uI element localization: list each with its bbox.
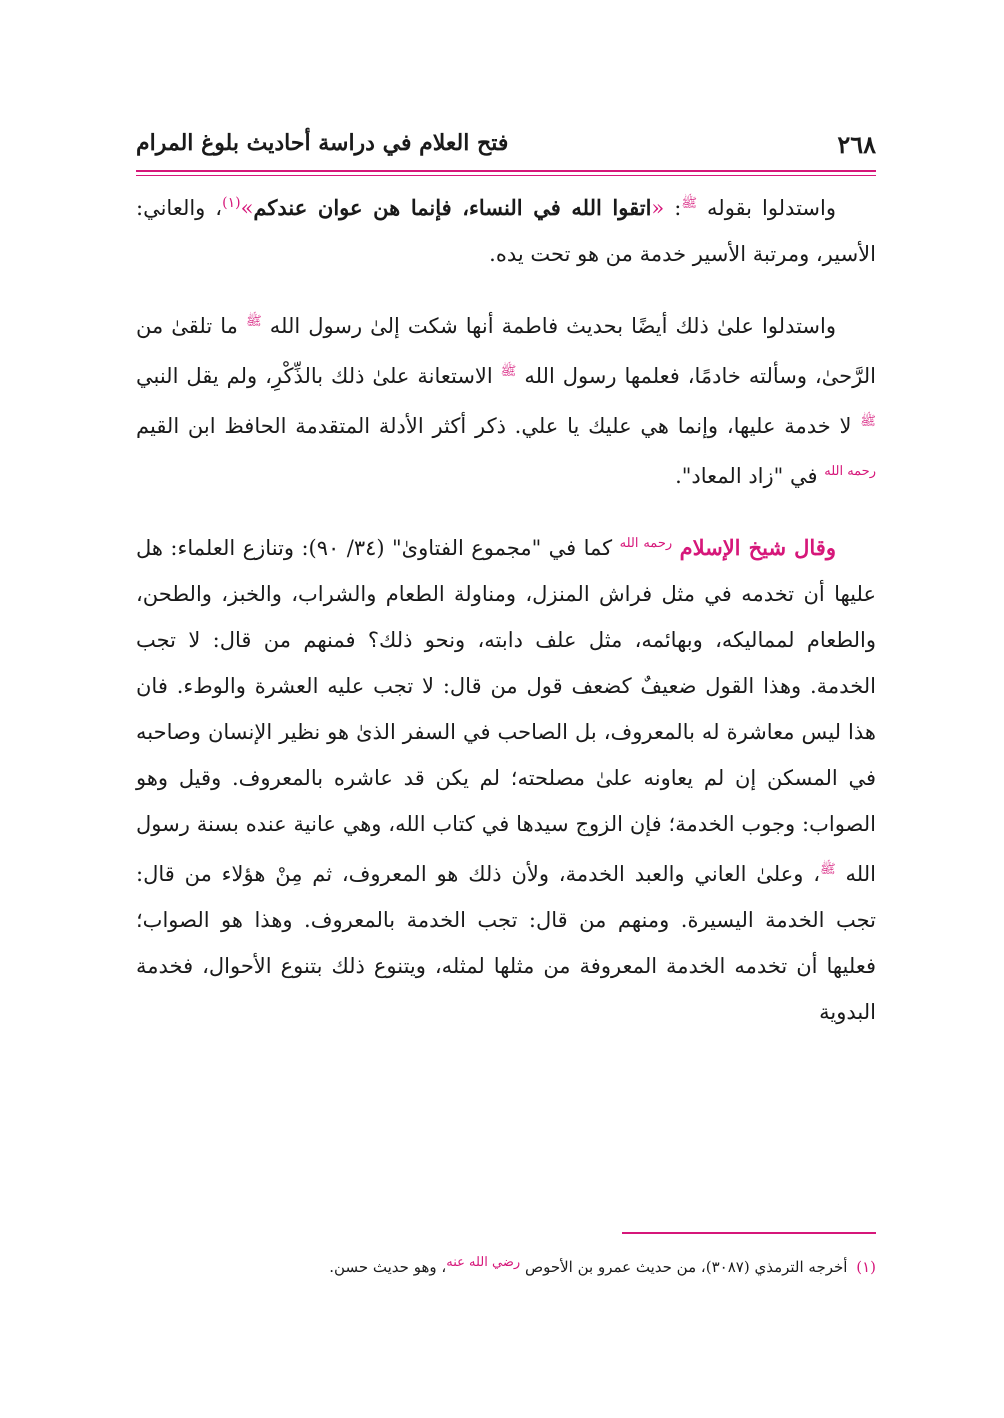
paragraph-3: [136, 521, 876, 1035]
salutation-mark: ﷺ: [245, 314, 262, 329]
p2-part2: ما تلقىٰ من الرَّحىٰ، وسألته خادمًا، فعلمها رسول الله: [136, 314, 876, 388]
p3-part1: كما في "مجموع الفتاوىٰ" (٣٤/ ٩٠): وتنازع العلماء: هل عليها أن تخدمه في مثل فراش المنزل، ومناولة الطعام والشراب، والخبز، والطحن، والطعام لمماليكه، وبهائمه، مثل علف دابته، ونحو ذلك؟ فمنهم من قال: لا تجب الخدمة. وهذا القول ضعيفٌ كضعف قول من قال: لا تجب عليه العشرة والوطء. فان هذا ليس معاشرة له بالمعروف، بل الصاحب في السفر الذىٰ هو نظير الإنسان وصاحبه في المسكن إن لم يعاونه علىٰ مصلحته؛ لم يكن قد عاشره بالمعروف. وقيل وهو الصواب: وجوب الخدمة؛ فإن الزوج سيدها في كتاب الله، وهي عانية عنده بسنة رسول الله: [136, 536, 876, 886]
main-text: [136, 180, 876, 1035]
book-title: فتح العلام في دراسة أحاديث بلوغ المرام: [136, 130, 509, 156]
pleasure-mark: رضي الله عنه: [446, 1255, 521, 1270]
salutation-mark: ﷺ: [820, 862, 836, 877]
hadith-quote: اتقوا الله في النساء، فإنما هن عوان عندكم: [253, 195, 652, 220]
mercy-mark: رحمه الله: [824, 464, 876, 479]
quote-open: «: [651, 196, 665, 220]
header-rule-thin: [136, 175, 876, 176]
mercy-mark: رحمه الله: [619, 536, 673, 551]
page-header: [136, 128, 876, 164]
p2-part1: واستدلوا علىٰ ذلك أيضًا بحديث فاطمة أنها شكت إلىٰ رسول الله: [269, 314, 836, 338]
salutation-mark: ﷺ: [500, 364, 517, 379]
p2-part5: في "زاد المعاد".: [675, 464, 818, 488]
p3-lead: وقال شيخ الإسلام: [679, 535, 836, 560]
header-rule-thick: [136, 170, 876, 172]
footnote-text-end: ، وهو حديث حسن.: [329, 1258, 447, 1276]
p3-part2: ، وعلىٰ العاني والعبد الخدمة، ولأن ذلك هو المعروف، ثم مِنْ هؤلاء من قال: تجب الخدمة اليسيرة. ومنهم من قال: تجب الخدمة بالمعروف. وهذا هو الصواب؛ فعليها أن تخدمه الخدمة المعروفة من مثلها لمثله، ويتنوع ذلك بتنوع الأحوال، فخدمة البدوية: [136, 862, 876, 1024]
footnote-reference[interactable]: (١): [222, 195, 241, 211]
salutation-mark: ﷺ: [860, 414, 876, 429]
p1-intro: واستدلوا بقوله: [707, 196, 836, 220]
paragraph-1: [136, 180, 876, 277]
quote-close: »: [240, 196, 254, 220]
footnote-number: (١): [856, 1258, 876, 1276]
p2-part3: الاستعانة علىٰ ذلك بالذِّكْرِ، ولم يقل النبي: [136, 364, 493, 388]
p1-rest: ، والعاني: الأسير، ومرتبة الأسير خدمة من هو تحت يده.: [136, 196, 876, 266]
salutation-mark: ﷺ: [681, 196, 698, 211]
footnote: [136, 1250, 876, 1280]
paragraph-2: [136, 299, 876, 499]
p1-colon: :: [664, 196, 682, 220]
footnote-text: أخرجه الترمذي (٣٠٨٧)، من حديث عمرو بن الأحوص: [524, 1258, 848, 1276]
p2-part4: لا خدمة عليها، وإنما هي عليك يا علي. ذكر أكثر الأدلة المتقدمة الحافظ ابن القيم: [136, 414, 852, 438]
footnote-separator: [622, 1232, 876, 1234]
page-number: ٢٦٨: [837, 130, 876, 159]
